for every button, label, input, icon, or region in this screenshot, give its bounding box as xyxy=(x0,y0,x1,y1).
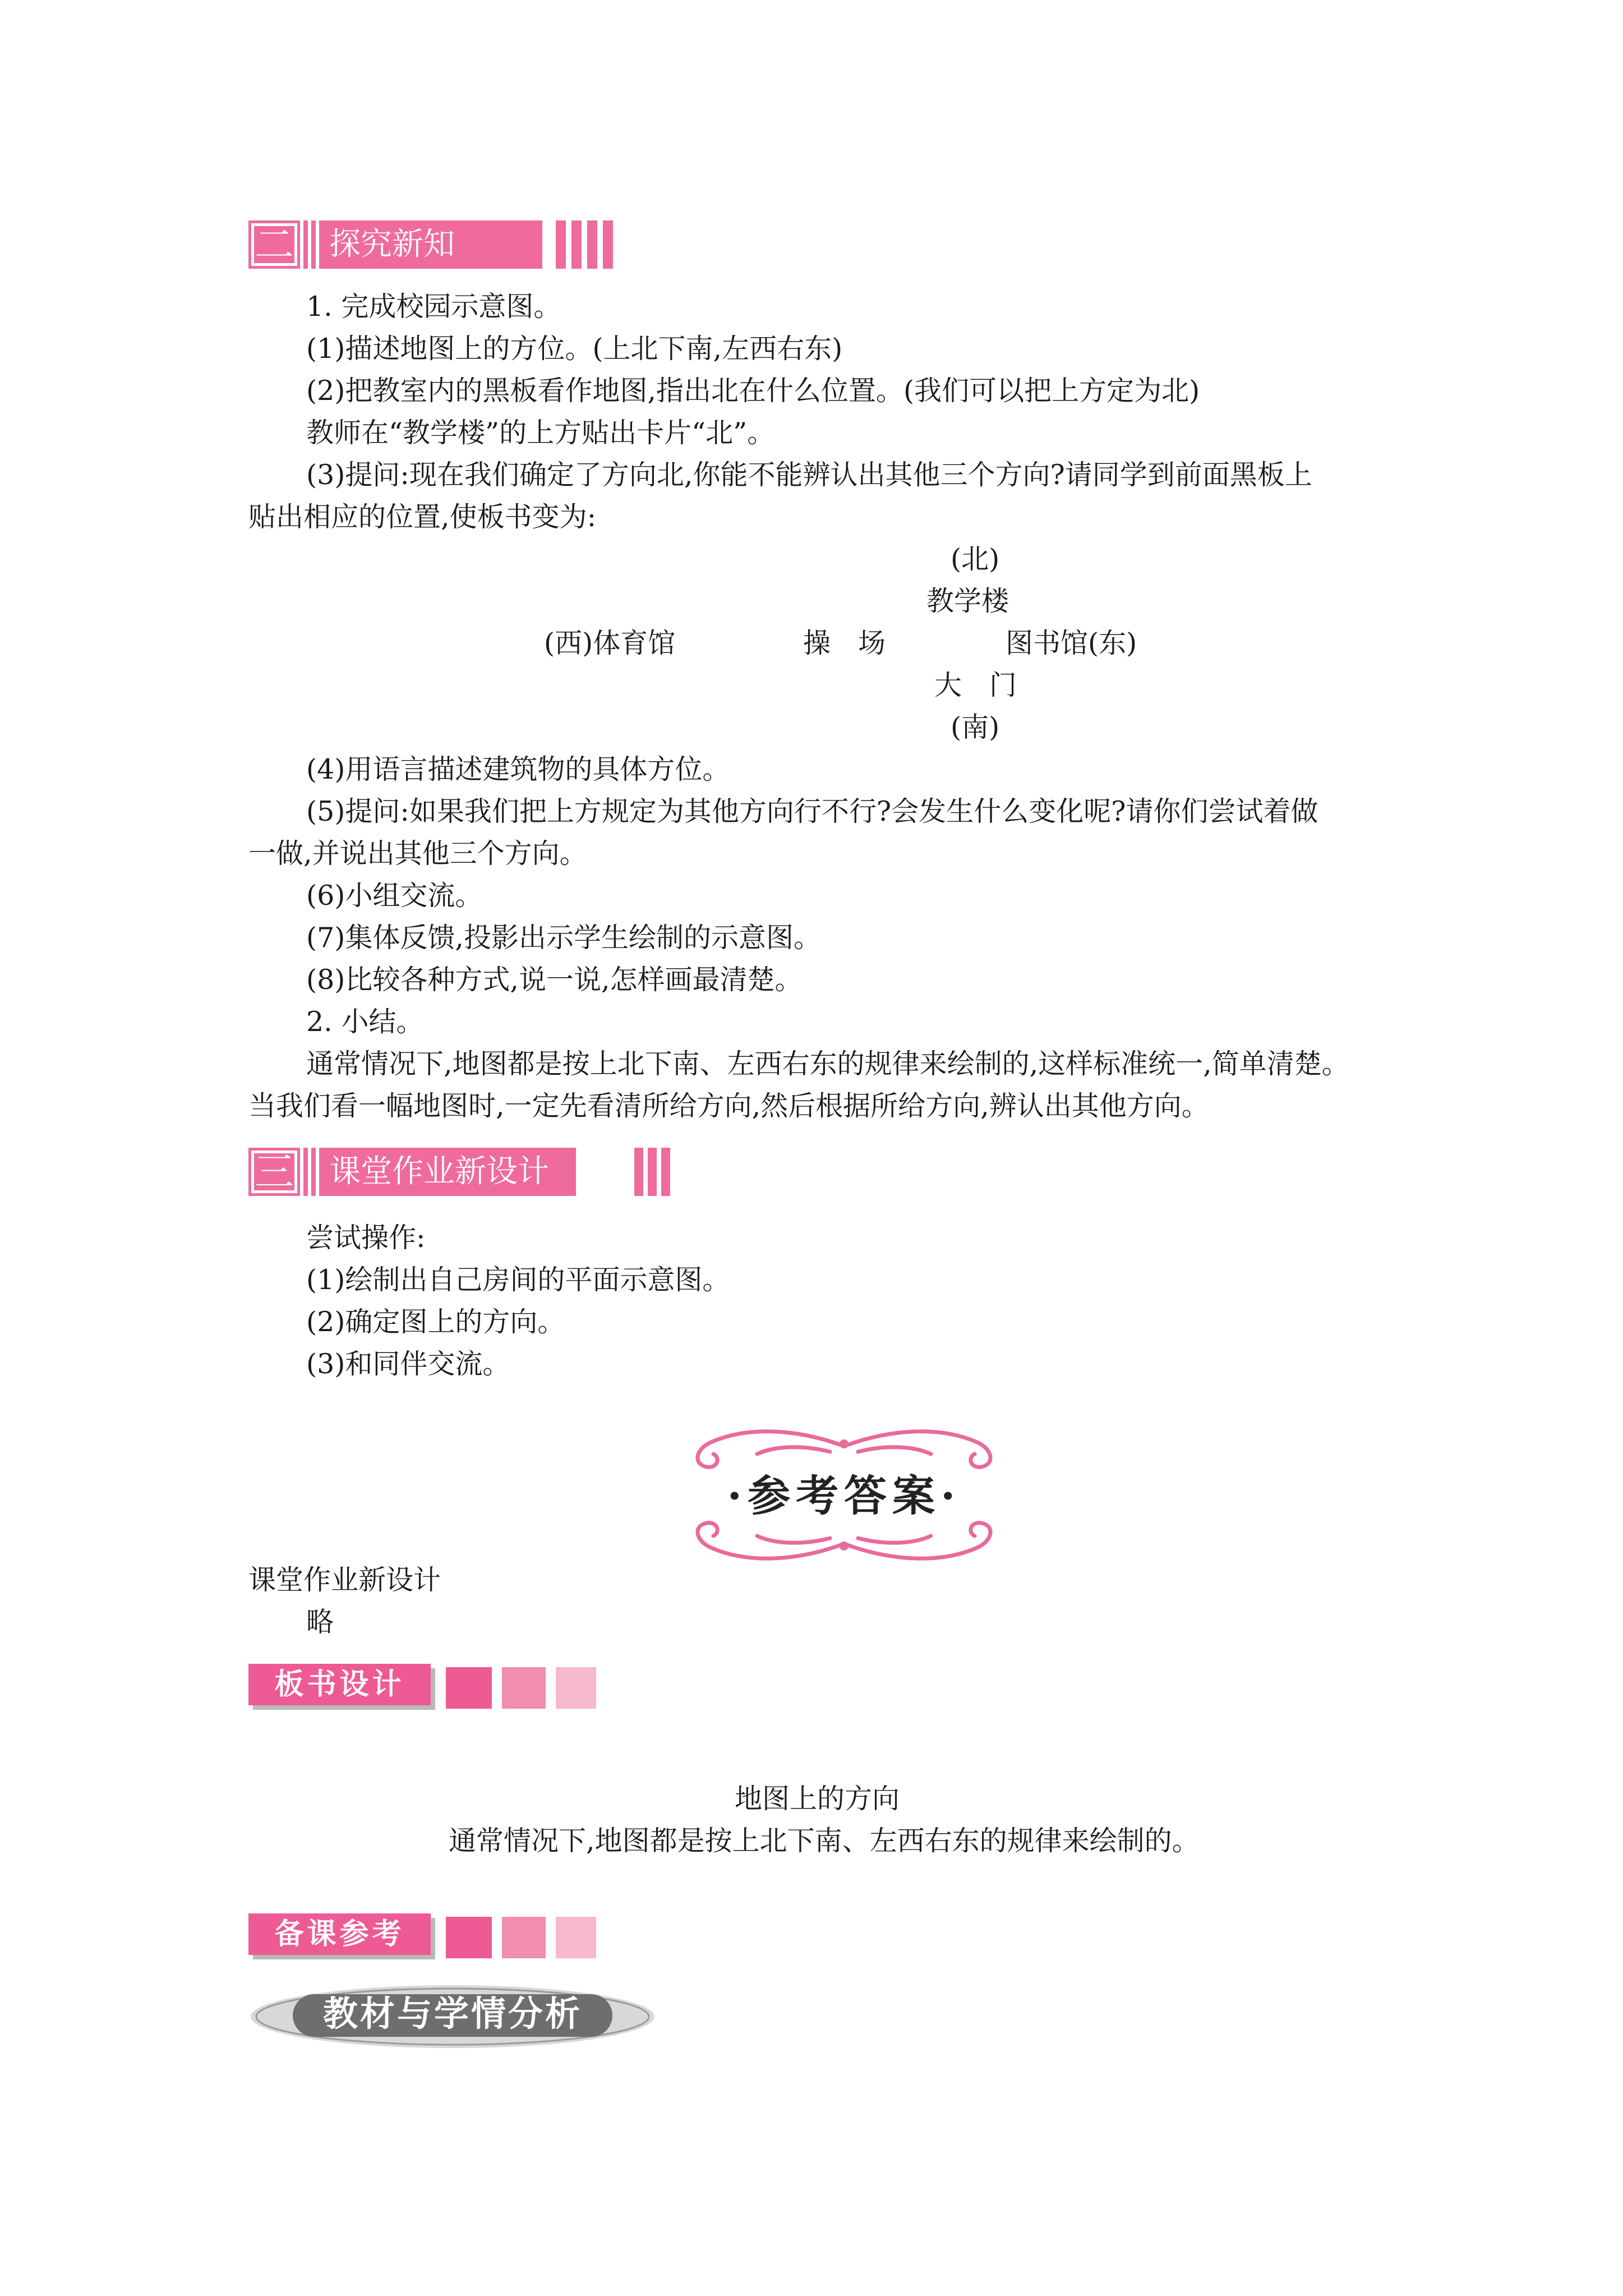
text-line: (4)用语言描述建筑物的具体方位。 xyxy=(306,753,730,785)
text-line: (8)比较各种方式,说一说,怎样画最清楚。 xyxy=(306,964,803,996)
map-playground: 操 场 xyxy=(803,627,886,659)
text-line: 教师在“教学楼”的上方贴出卡片“北”。 xyxy=(306,417,775,449)
material-analysis-pill xyxy=(248,1977,657,2050)
map-south: (南) xyxy=(951,711,1000,743)
tag-square xyxy=(556,1667,596,1709)
pill-label: 教材与学情分析 xyxy=(322,1993,582,2034)
text-line: 当我们看一幅地图时,一定先看清所给方向,然后根据所给方向,辨认出其他方向。 xyxy=(248,1090,1209,1122)
text-line: 贴出相应的位置,使板书变为: xyxy=(248,501,597,533)
text-line: 1. 完成校园示意图。 xyxy=(306,291,561,323)
map-building: 教学楼 xyxy=(926,585,1009,617)
text-line: (5)提问:如果我们把上方规定为其他方向行不行?会发生什么变化呢?请你们尝试着做 xyxy=(306,795,1318,827)
text-line: 通常情况下,地图都是按上北下南、左西右东的规律来绘制的,这样标准统一,简单清楚。 xyxy=(306,1048,1349,1080)
section-number: 二 xyxy=(248,220,300,269)
section-title: 探究新知 xyxy=(319,220,542,269)
map-west: (西)体育馆 xyxy=(544,627,676,659)
answers-ornament xyxy=(662,1419,1026,1571)
answers-body: 略 xyxy=(306,1606,334,1638)
section-banner-explore xyxy=(248,220,624,269)
answers-heading: 课堂作业新设计 xyxy=(248,1564,441,1596)
answers-ornament-title: ·参考答案· xyxy=(727,1471,961,1521)
board-design-tag xyxy=(248,1664,607,1711)
tag-square xyxy=(556,1917,596,1958)
map-north: (北) xyxy=(951,543,1000,575)
text-line: (7)集体反馈,投影出示学生绘制的示意图。 xyxy=(306,922,821,954)
section-title: 课堂作业新设计 xyxy=(319,1148,576,1196)
section-number: 三 xyxy=(248,1148,300,1196)
text-line: 尝试操作: xyxy=(306,1222,426,1254)
text-line: (6)小组交流。 xyxy=(306,880,483,912)
section-banner-homework xyxy=(248,1148,624,1196)
text-line: 一做,并说出其他三个方向。 xyxy=(248,838,587,869)
map-east: 图书馆(东) xyxy=(1006,627,1137,659)
text-line: (3)提问:现在我们确定了方向北,你能不能辨认出其他三个方向?请同学到前面黑板上 xyxy=(306,459,1312,491)
text-line: (1)描述地图上的方位。(上北下南,左西右东) xyxy=(306,333,843,365)
text-line: (3)和同伴交流。 xyxy=(306,1348,510,1380)
tag-square xyxy=(502,1667,546,1709)
prep-reference-tag xyxy=(248,1913,607,1961)
tag-square xyxy=(446,1667,492,1709)
text-line: 2. 小结。 xyxy=(306,1006,424,1038)
tag-label: 备课参考 xyxy=(248,1913,431,1955)
board-title: 地图上的方向 xyxy=(735,1783,900,1815)
text-line: (2)确定图上的方向。 xyxy=(306,1306,565,1338)
tag-square xyxy=(446,1917,492,1958)
text-line: (2)把教室内的黑板看作地图,指出北在什么位置。(我们可以把上方定为北) xyxy=(306,375,1200,407)
board-text: 通常情况下,地图都是按上北下南、左西右东的规律来绘制的。 xyxy=(449,1825,1200,1857)
map-gate: 大 门 xyxy=(934,669,1017,701)
tag-square xyxy=(502,1917,546,1958)
text-line: (1)绘制出自己房间的平面示意图。 xyxy=(306,1264,730,1296)
tag-label: 板书设计 xyxy=(248,1664,431,1705)
